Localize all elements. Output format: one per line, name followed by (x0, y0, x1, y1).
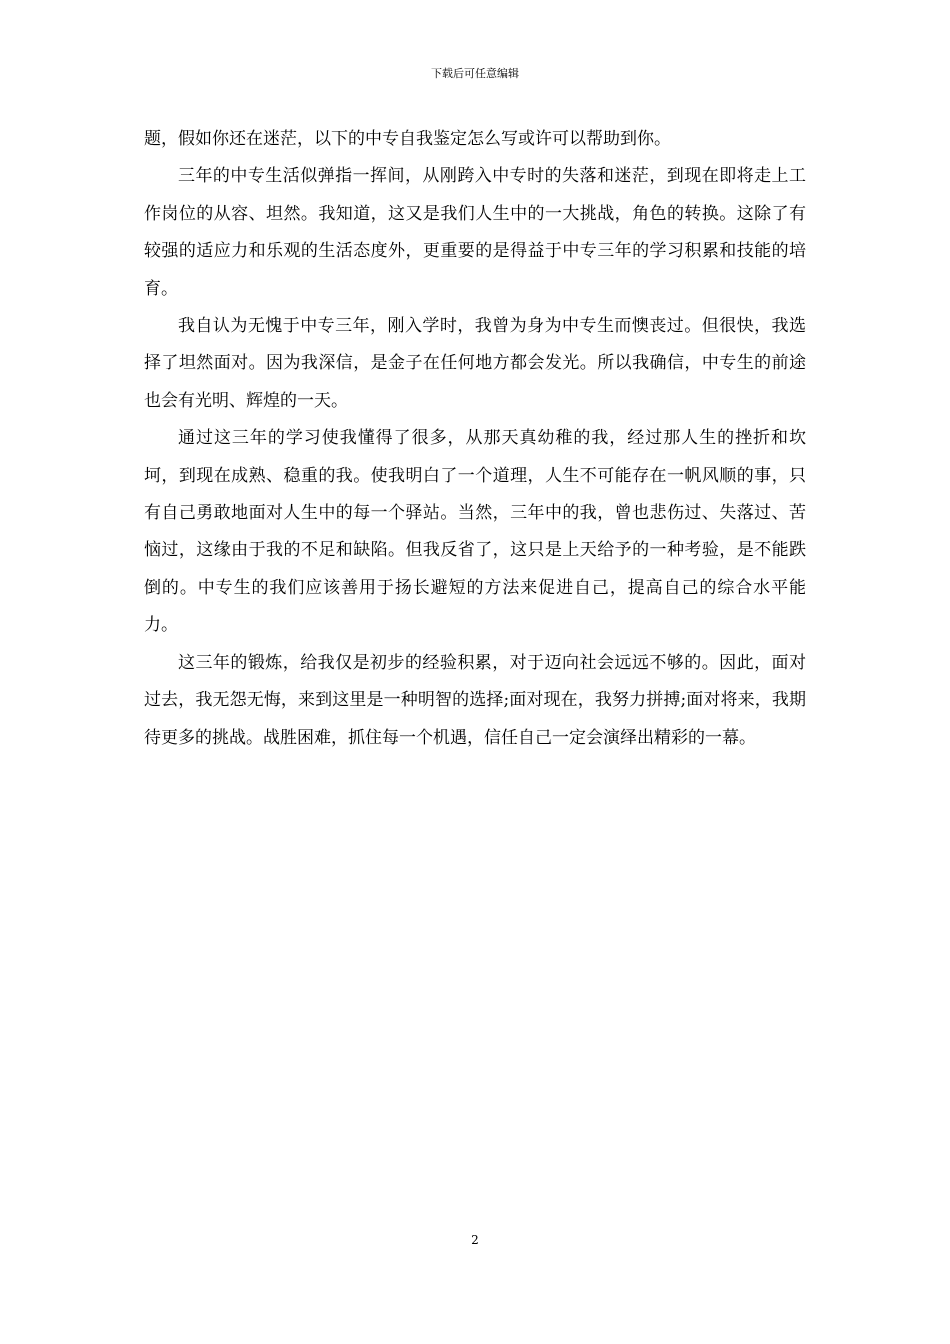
document-body (144, 121, 806, 757)
paragraph-continuation: 题，假如你还在迷茫，以下的中专自我鉴定怎么写或许可以帮助到你。 (144, 129, 671, 149)
paragraph: 这三年的锻炼，给我仅是初步的经验积累，对于迈向社会远远不够的。因此，面对过去，我无怨无悔，来到这里是一种明智的选择;面对现在，我努力拼搏;面对将来，我期待更多的挑战。战胜困难，抓住每一个机遇，信任自己一定会演绎出精彩的一幕。 (144, 652, 806, 748)
page-header: 下载后可任意编辑 (431, 67, 519, 80)
paragraph: 通过这三年的学习使我懂得了很多，从那天真幼稚的我，经过那人生的挫折和坎坷，到现在成熟、稳重的我。使我明白了一个道理，人生不可能存在一帆风顺的事，只有自己勇敢地面对人生中的每一个驿站。当然，三年中的我，曾也悲伤过、失落过、苦恼过，这缘由于我的不足和缺陷。但我反省了，这只是上天给予的一种考验，是不能跌倒的。中专生的我们应该善用于扬长避短的方法来促进自己，提高自己的综合水平能力。 (144, 428, 806, 636)
paragraph: 三年的中专生活似弹指一挥间，从刚跨入中专时的失落和迷茫，到现在即将走上工作岗位的从容、坦然。我知道，这又是我们人生中的一大挑战，角色的转换。这除了有较强的适应力和乐观的生活态度外，更重要的是得益于中专三年的学习积累和技能的培育。 (144, 166, 806, 299)
page-number: 2 (471, 1233, 479, 1247)
paragraph: 我自认为无愧于中专三年，刚入学时，我曾为身为中专生而懊丧过。但很快，我选择了坦然面对。因为我深信，是金子在任何地方都会发光。所以我确信，中专生的前途也会有光明、辉煌的一天。 (144, 316, 806, 411)
